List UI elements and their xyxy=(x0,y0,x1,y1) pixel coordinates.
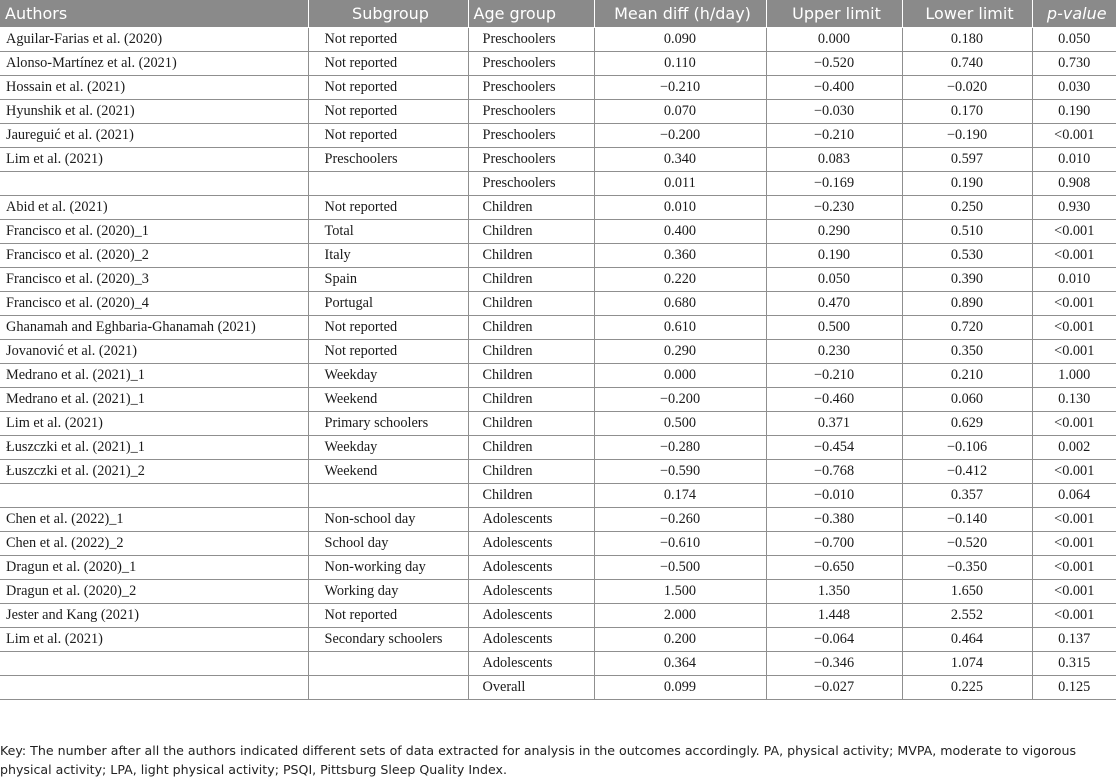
cell-subgroup xyxy=(308,652,468,676)
cell-age-group: Adolescents xyxy=(468,628,594,652)
table-row xyxy=(0,76,1116,100)
header-mean-diff: Mean diff (h/day) xyxy=(594,0,766,28)
cell-upper-limit: 0.290 xyxy=(766,220,902,244)
cell-age-group: Children xyxy=(468,220,594,244)
table-row xyxy=(0,508,1116,532)
table-row xyxy=(0,196,1116,220)
cell-mean-diff: 0.200 xyxy=(594,628,766,652)
cell-mean-diff: −0.260 xyxy=(594,508,766,532)
cell-mean-diff: 0.090 xyxy=(594,28,766,52)
cell-mean-diff: −0.590 xyxy=(594,460,766,484)
cell-age-group: Children xyxy=(468,460,594,484)
header-lower-limit: Lower limit xyxy=(902,0,1032,28)
cell-subgroup xyxy=(308,484,468,508)
cell-mean-diff: −0.200 xyxy=(594,388,766,412)
cell-lower-limit: 0.530 xyxy=(902,244,1032,268)
cell-subgroup: Not reported xyxy=(308,316,468,340)
cell-lower-limit: −0.350 xyxy=(902,556,1032,580)
cell-upper-limit: 0.500 xyxy=(766,316,902,340)
table-row xyxy=(0,580,1116,604)
table-row xyxy=(0,220,1116,244)
cell-subgroup: Not reported xyxy=(308,52,468,76)
cell-mean-diff: 0.680 xyxy=(594,292,766,316)
cell-author: Francisco et al. (2020)_4 xyxy=(0,292,308,316)
cell-upper-limit: 1.448 xyxy=(766,604,902,628)
cell-p-value: 0.064 xyxy=(1032,484,1116,508)
cell-p-value: 0.930 xyxy=(1032,196,1116,220)
cell-subgroup: Primary schoolers xyxy=(308,412,468,436)
cell-age-group: Children xyxy=(468,196,594,220)
cell-author xyxy=(0,484,308,508)
cell-upper-limit: −0.520 xyxy=(766,52,902,76)
cell-author: Dragun et al. (2020)_2 xyxy=(0,580,308,604)
cell-age-group: Overall xyxy=(468,676,594,700)
cell-subgroup: Portugal xyxy=(308,292,468,316)
cell-lower-limit: 0.350 xyxy=(902,340,1032,364)
cell-mean-diff: −0.210 xyxy=(594,76,766,100)
cell-age-group: Adolescents xyxy=(468,652,594,676)
cell-subgroup xyxy=(308,676,468,700)
table-row xyxy=(0,364,1116,388)
cell-subgroup: Total xyxy=(308,220,468,244)
cell-upper-limit: 0.000 xyxy=(766,28,902,52)
cell-upper-limit: −0.346 xyxy=(766,652,902,676)
cell-author: Francisco et al. (2020)_2 xyxy=(0,244,308,268)
cell-subgroup: Preschoolers xyxy=(308,148,468,172)
cell-upper-limit: 0.371 xyxy=(766,412,902,436)
header-age-group: Age group xyxy=(468,0,594,28)
cell-lower-limit: 0.597 xyxy=(902,148,1032,172)
cell-author: Francisco et al. (2020)_1 xyxy=(0,220,308,244)
header-upper-limit: Upper limit xyxy=(766,0,902,28)
cell-age-group: Adolescents xyxy=(468,604,594,628)
cell-upper-limit: −0.400 xyxy=(766,76,902,100)
cell-mean-diff: 0.010 xyxy=(594,196,766,220)
cell-mean-diff: 0.340 xyxy=(594,148,766,172)
table-row xyxy=(0,124,1116,148)
table-key-note: Key: The number after all the authors indicated different sets of data extracted for analysis in the outcomes accordingly. PA, physical activity; MVPA, moderate to vigorous physical activity; LPA, light physical activity; PSQI, Pittsburg Sleep Quality Index. xyxy=(0,743,1077,777)
cell-p-value: 0.730 xyxy=(1032,52,1116,76)
cell-upper-limit: −0.700 xyxy=(766,532,902,556)
cell-lower-limit: 0.357 xyxy=(902,484,1032,508)
cell-p-value: <0.001 xyxy=(1032,460,1116,484)
cell-mean-diff: 0.364 xyxy=(594,652,766,676)
cell-age-group: Preschoolers xyxy=(468,100,594,124)
cell-subgroup: Not reported xyxy=(308,604,468,628)
cell-p-value: 0.190 xyxy=(1032,100,1116,124)
cell-lower-limit: −0.412 xyxy=(902,460,1032,484)
cell-upper-limit: 1.350 xyxy=(766,580,902,604)
cell-age-group: Preschoolers xyxy=(468,52,594,76)
cell-age-group: Children xyxy=(468,292,594,316)
cell-age-group: Adolescents xyxy=(468,580,594,604)
cell-mean-diff: −0.280 xyxy=(594,436,766,460)
cell-author: Dragun et al. (2020)_1 xyxy=(0,556,308,580)
cell-subgroup: Not reported xyxy=(308,76,468,100)
cell-upper-limit: 0.190 xyxy=(766,244,902,268)
cell-lower-limit: 0.225 xyxy=(902,676,1032,700)
table-row xyxy=(0,100,1116,124)
cell-age-group: Preschoolers xyxy=(468,172,594,196)
cell-age-group: Children xyxy=(468,436,594,460)
cell-p-value: 0.125 xyxy=(1032,676,1116,700)
cell-age-group: Adolescents xyxy=(468,532,594,556)
cell-author: Aguilar-Farias et al. (2020) xyxy=(0,28,308,52)
cell-upper-limit: −0.230 xyxy=(766,196,902,220)
cell-upper-limit: −0.650 xyxy=(766,556,902,580)
cell-p-value: <0.001 xyxy=(1032,124,1116,148)
cell-lower-limit: 0.190 xyxy=(902,172,1032,196)
cell-upper-limit: −0.010 xyxy=(766,484,902,508)
table-row xyxy=(0,172,1116,196)
cell-lower-limit: 1.074 xyxy=(902,652,1032,676)
cell-subgroup: Weekday xyxy=(308,436,468,460)
cell-author: Abid et al. (2021) xyxy=(0,196,308,220)
table-row xyxy=(0,28,1116,52)
header-p-value-label: p-value xyxy=(1046,4,1107,23)
table-row xyxy=(0,460,1116,484)
cell-author xyxy=(0,172,308,196)
table-row xyxy=(0,292,1116,316)
cell-p-value: <0.001 xyxy=(1032,244,1116,268)
cell-mean-diff: 0.290 xyxy=(594,340,766,364)
cell-lower-limit: −0.190 xyxy=(902,124,1032,148)
cell-author: Chen et al. (2022)_1 xyxy=(0,508,308,532)
cell-upper-limit: −0.768 xyxy=(766,460,902,484)
cell-author: Jovanović et al. (2021) xyxy=(0,340,308,364)
cell-subgroup: Working day xyxy=(308,580,468,604)
cell-subgroup: Weekend xyxy=(308,388,468,412)
table-row xyxy=(0,676,1116,700)
cell-lower-limit: −0.106 xyxy=(902,436,1032,460)
cell-author: Lim et al. (2021) xyxy=(0,148,308,172)
cell-age-group: Children xyxy=(468,316,594,340)
cell-mean-diff: 0.610 xyxy=(594,316,766,340)
cell-age-group: Children xyxy=(468,268,594,292)
cell-subgroup: Secondary schoolers xyxy=(308,628,468,652)
cell-age-group: Children xyxy=(468,244,594,268)
cell-age-group: Preschoolers xyxy=(468,76,594,100)
cell-lower-limit: −0.140 xyxy=(902,508,1032,532)
cell-lower-limit: −0.520 xyxy=(902,532,1032,556)
cell-p-value: 0.002 xyxy=(1032,436,1116,460)
cell-age-group: Preschoolers xyxy=(468,28,594,52)
cell-p-value: 0.137 xyxy=(1032,628,1116,652)
cell-upper-limit: 0.083 xyxy=(766,148,902,172)
cell-author: Lim et al. (2021) xyxy=(0,628,308,652)
cell-upper-limit: 0.050 xyxy=(766,268,902,292)
table-row xyxy=(0,628,1116,652)
cell-lower-limit: 0.629 xyxy=(902,412,1032,436)
cell-p-value: 0.010 xyxy=(1032,148,1116,172)
cell-author: Alonso-Martínez et al. (2021) xyxy=(0,52,308,76)
cell-p-value: <0.001 xyxy=(1032,580,1116,604)
table-row xyxy=(0,652,1116,676)
cell-author: Francisco et al. (2020)_3 xyxy=(0,268,308,292)
cell-author: Jester and Kang (2021) xyxy=(0,604,308,628)
cell-upper-limit: −0.027 xyxy=(766,676,902,700)
cell-upper-limit: −0.210 xyxy=(766,364,902,388)
table-row xyxy=(0,316,1116,340)
cell-mean-diff: 0.000 xyxy=(594,364,766,388)
table-row xyxy=(0,412,1116,436)
cell-p-value: <0.001 xyxy=(1032,220,1116,244)
cell-lower-limit: 0.464 xyxy=(902,628,1032,652)
table-row xyxy=(0,148,1116,172)
cell-upper-limit: −0.064 xyxy=(766,628,902,652)
cell-lower-limit: 0.510 xyxy=(902,220,1032,244)
cell-mean-diff: 1.500 xyxy=(594,580,766,604)
cell-age-group: Adolescents xyxy=(468,556,594,580)
cell-lower-limit: 1.650 xyxy=(902,580,1032,604)
cell-mean-diff: −0.500 xyxy=(594,556,766,580)
header-row xyxy=(0,0,1116,28)
cell-author: Lim et al. (2021) xyxy=(0,412,308,436)
cell-p-value: 0.010 xyxy=(1032,268,1116,292)
header-authors: Authors xyxy=(0,0,308,28)
cell-subgroup: Non-working day xyxy=(308,556,468,580)
cell-mean-diff: 0.099 xyxy=(594,676,766,700)
cell-age-group: Children xyxy=(468,340,594,364)
cell-subgroup: Not reported xyxy=(308,196,468,220)
cell-author xyxy=(0,652,308,676)
cell-author: Ghanamah and Eghbaria-Ghanamah (2021) xyxy=(0,316,308,340)
cell-p-value: 0.050 xyxy=(1032,28,1116,52)
cell-subgroup: Weekday xyxy=(308,364,468,388)
cell-subgroup: Italy xyxy=(308,244,468,268)
cell-p-value: <0.001 xyxy=(1032,556,1116,580)
header-p-value xyxy=(1032,0,1116,28)
cell-mean-diff: −0.610 xyxy=(594,532,766,556)
cell-age-group: Children xyxy=(468,412,594,436)
cell-p-value: <0.001 xyxy=(1032,292,1116,316)
cell-lower-limit: 0.740 xyxy=(902,52,1032,76)
cell-lower-limit: 0.210 xyxy=(902,364,1032,388)
table-row xyxy=(0,556,1116,580)
cell-age-group: Preschoolers xyxy=(468,124,594,148)
cell-lower-limit: 0.060 xyxy=(902,388,1032,412)
cell-p-value: <0.001 xyxy=(1032,604,1116,628)
cell-author: Hyunshik et al. (2021) xyxy=(0,100,308,124)
cell-author: Medrano et al. (2021)_1 xyxy=(0,364,308,388)
cell-lower-limit: −0.020 xyxy=(902,76,1032,100)
cell-lower-limit: 0.390 xyxy=(902,268,1032,292)
cell-subgroup xyxy=(308,172,468,196)
cell-p-value: <0.001 xyxy=(1032,508,1116,532)
cell-lower-limit: 0.170 xyxy=(902,100,1032,124)
cell-upper-limit: −0.460 xyxy=(766,388,902,412)
cell-subgroup: Not reported xyxy=(308,124,468,148)
cell-p-value: 0.130 xyxy=(1032,388,1116,412)
cell-p-value: <0.001 xyxy=(1032,532,1116,556)
cell-p-value: 1.000 xyxy=(1032,364,1116,388)
cell-author xyxy=(0,676,308,700)
cell-author: Łuszczki et al. (2021)_2 xyxy=(0,460,308,484)
table-row xyxy=(0,484,1116,508)
cell-mean-diff: 2.000 xyxy=(594,604,766,628)
cell-p-value: 0.030 xyxy=(1032,76,1116,100)
cell-lower-limit: 0.180 xyxy=(902,28,1032,52)
cell-subgroup: Not reported xyxy=(308,340,468,364)
cell-upper-limit: 0.470 xyxy=(766,292,902,316)
cell-upper-limit: −0.210 xyxy=(766,124,902,148)
cell-age-group: Preschoolers xyxy=(468,148,594,172)
table-row xyxy=(0,244,1116,268)
cell-mean-diff: 0.400 xyxy=(594,220,766,244)
cell-p-value: <0.001 xyxy=(1032,412,1116,436)
cell-mean-diff: 0.011 xyxy=(594,172,766,196)
cell-author: Medrano et al. (2021)_1 xyxy=(0,388,308,412)
cell-age-group: Children xyxy=(468,364,594,388)
cell-p-value: 0.315 xyxy=(1032,652,1116,676)
cell-author: Chen et al. (2022)_2 xyxy=(0,532,308,556)
cell-upper-limit: −0.454 xyxy=(766,436,902,460)
cell-lower-limit: 2.552 xyxy=(902,604,1032,628)
cell-age-group: Children xyxy=(468,484,594,508)
cell-mean-diff: −0.200 xyxy=(594,124,766,148)
cell-upper-limit: 0.230 xyxy=(766,340,902,364)
cell-subgroup: Non-school day xyxy=(308,508,468,532)
cell-subgroup: Not reported xyxy=(308,100,468,124)
table-body xyxy=(0,28,1116,700)
cell-subgroup: Weekend xyxy=(308,460,468,484)
cell-mean-diff: 0.110 xyxy=(594,52,766,76)
cell-author: Łuszczki et al. (2021)_1 xyxy=(0,436,308,460)
table-row xyxy=(0,532,1116,556)
table-row xyxy=(0,52,1116,76)
table-row xyxy=(0,268,1116,292)
cell-age-group: Adolescents xyxy=(468,508,594,532)
table-row xyxy=(0,436,1116,460)
cell-p-value: <0.001 xyxy=(1032,340,1116,364)
cell-lower-limit: 0.250 xyxy=(902,196,1032,220)
cell-age-group: Children xyxy=(468,388,594,412)
cell-mean-diff: 0.500 xyxy=(594,412,766,436)
table-row xyxy=(0,340,1116,364)
cell-p-value: 0.908 xyxy=(1032,172,1116,196)
cell-p-value: <0.001 xyxy=(1032,316,1116,340)
cell-upper-limit: −0.030 xyxy=(766,100,902,124)
table-row xyxy=(0,604,1116,628)
cell-mean-diff: 0.220 xyxy=(594,268,766,292)
cell-upper-limit: −0.380 xyxy=(766,508,902,532)
cell-author: Hossain et al. (2021) xyxy=(0,76,308,100)
cell-mean-diff: 0.070 xyxy=(594,100,766,124)
header-subgroup: Subgroup xyxy=(308,0,468,28)
cell-mean-diff: 0.360 xyxy=(594,244,766,268)
cell-subgroup: Spain xyxy=(308,268,468,292)
cell-lower-limit: 0.890 xyxy=(902,292,1032,316)
cell-author: Jaureguić et al. (2021) xyxy=(0,124,308,148)
cell-lower-limit: 0.720 xyxy=(902,316,1032,340)
cell-subgroup: Not reported xyxy=(308,28,468,52)
cell-upper-limit: −0.169 xyxy=(766,172,902,196)
cell-mean-diff: 0.174 xyxy=(594,484,766,508)
cell-subgroup: School day xyxy=(308,532,468,556)
table-row xyxy=(0,388,1116,412)
